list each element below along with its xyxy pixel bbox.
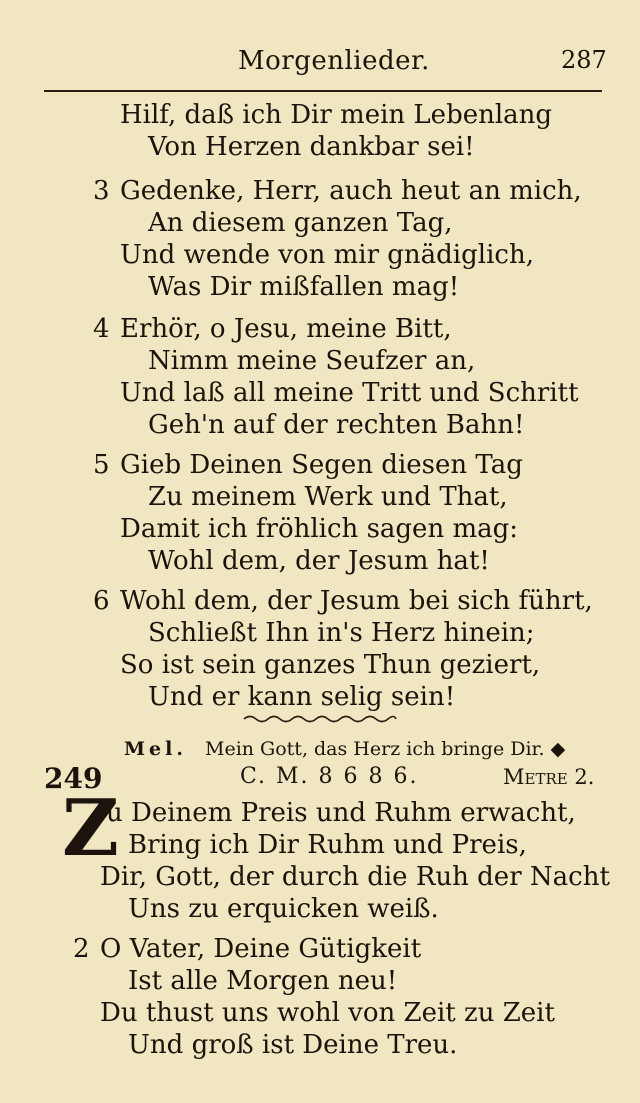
verse-line: So ist sein ganzes Thun geziert, <box>120 650 541 680</box>
verse-line: Wohl dem, der Jesum bei sich führt, <box>120 586 593 616</box>
stanza-number: 4 <box>93 314 110 344</box>
drop-cap: Z <box>62 783 119 874</box>
stanza-number: 6 <box>93 586 110 616</box>
verse-line: Und er kann selig sein! <box>148 682 456 712</box>
verse-line: Erhör, o Jesu, meine Bitt, <box>120 314 452 344</box>
verse-line: Was Dir mißfallen mag! <box>148 272 460 302</box>
header-rule <box>44 90 602 92</box>
verse-line: Und laß all meine Tritt und Schritt <box>120 378 579 408</box>
verse-line: Zu meinem Werk und That, <box>148 482 508 512</box>
verse-line: Hilf, daß ich Dir mein Lebenlang <box>120 100 553 130</box>
verse-line: Du thust uns wohl von Zeit zu Zeit <box>100 998 555 1028</box>
diamond-icon: ◆ <box>550 738 566 760</box>
verse-line: u Deinem Preis und Ruhm erwacht, <box>106 798 576 828</box>
verse-line: Und groß ist Deine Treu. <box>128 1030 458 1060</box>
verse-line: Und wende von mir gnädiglich, <box>120 240 534 270</box>
verse-line: Geh'n auf der rechten Bahn! <box>148 410 525 440</box>
verse-line: Uns zu erquicken weiß. <box>128 894 439 924</box>
hymn-meter: C. M. 8 6 8 6. <box>240 764 419 789</box>
verse-line: O Vater, Deine Gütigkeit <box>100 934 422 964</box>
verse-line: Wohl dem, der Jesum hat! <box>148 546 490 576</box>
page-header <box>0 46 640 86</box>
verse-line: Bring ich Dir Ruhm und Preis, <box>128 830 527 860</box>
verse-line: Damit ich fröhlich sagen mag: <box>120 514 519 544</box>
verse-line: Schließt Ihn in's Herz hinein; <box>148 618 535 648</box>
verse-line: Nimm meine Seufzer an, <box>148 346 476 376</box>
wavy-divider-icon <box>242 712 398 726</box>
verse-line: Gieb Deinen Segen diesen Tag <box>120 450 523 480</box>
tune-label: Mel. <box>124 738 187 760</box>
running-title: Morgenlieder. <box>238 46 430 76</box>
verse-line: An diesem ganzen Tag, <box>148 208 453 238</box>
hymn-number: 249 <box>44 762 103 795</box>
verse-line: Gedenke, Herr, auch heut an mich, <box>120 176 582 206</box>
verse-line: Von Herzen dankbar sei! <box>148 132 475 162</box>
tune-line <box>124 738 565 760</box>
stanza-number: 2 <box>73 934 90 964</box>
page-number: 287 <box>561 46 607 74</box>
verse-line: Dir, Gott, der durch die Ruh der Nacht <box>100 862 610 892</box>
verse-line: Ist alle Morgen neu! <box>128 966 398 996</box>
stanza-number: 3 <box>93 176 110 206</box>
tune-name: Mein Gott, das Herz ich bringe Dir. <box>205 738 545 760</box>
stanza-number: 5 <box>93 450 110 480</box>
hymn-metre: Metre 2. <box>503 765 595 789</box>
